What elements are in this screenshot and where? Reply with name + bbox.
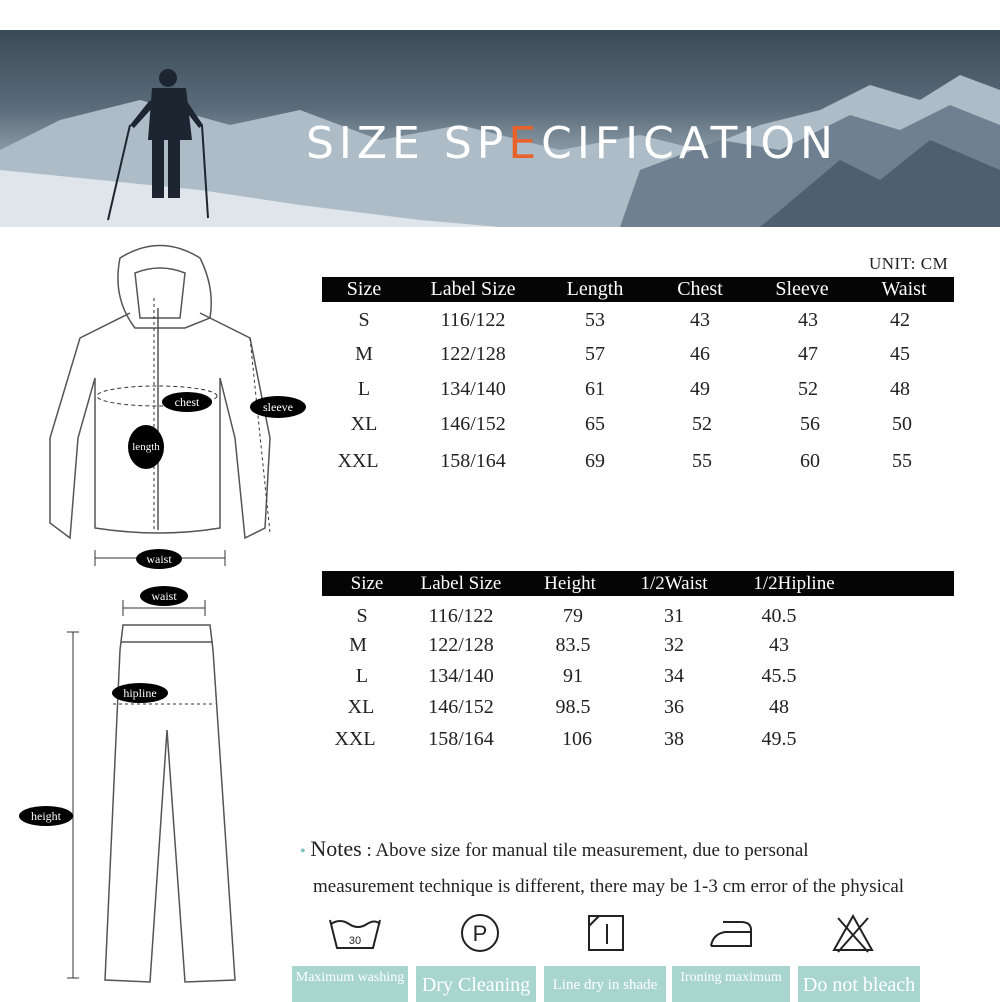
col-sleeve: Sleeve (775, 278, 829, 300)
care-label-iron: Ironing maximum (672, 966, 790, 1002)
cell: 42 (890, 309, 910, 331)
cell: XXL (334, 728, 376, 750)
cell: 53 (585, 309, 605, 331)
cell: 48 (769, 696, 789, 718)
care-label-line-dry: Line dry in shade (544, 966, 666, 1002)
cell: 49.5 (761, 728, 797, 750)
cell: 60 (800, 450, 820, 472)
table-row (322, 605, 954, 627)
col-length: Length (566, 278, 624, 300)
care-label-dry-clean: Dry Cleaning (416, 966, 536, 1002)
cell: 83.5 (555, 634, 591, 656)
cell: L (357, 378, 371, 400)
length-tag: length (128, 425, 164, 469)
cell: 158/164 (428, 728, 494, 750)
cell: 55 (892, 450, 912, 472)
pants-table-header (322, 571, 954, 596)
notes-text-1: : Above size for manual tile measurement, due to personal (361, 840, 809, 861)
cell: XL (347, 696, 375, 718)
cell: 50 (892, 413, 912, 435)
cell: 134/140 (440, 378, 506, 400)
cell: 122/128 (428, 634, 494, 656)
col-waist: Waist (881, 278, 927, 300)
cell: 52 (798, 378, 818, 400)
cell: 116/122 (440, 309, 506, 331)
cell: 57 (585, 343, 605, 365)
cell: 45.5 (761, 665, 797, 687)
cell: 49 (690, 378, 710, 400)
cell: 43 (690, 309, 710, 331)
svg-text:P: P (472, 921, 488, 946)
care-label-wash: Maximum washing (292, 966, 408, 1002)
jacket-waist-tag: waist (136, 549, 182, 569)
cell: S (356, 605, 368, 627)
cell: 43 (769, 634, 789, 656)
iron-icon (705, 912, 757, 954)
notes-text-2: measurement technique is different, there may be 1-3 cm error of the physical (313, 876, 905, 897)
cell: M (355, 343, 373, 365)
banner-title-accent: E (508, 118, 542, 169)
pants-waist-tag: waist (140, 586, 188, 606)
cell: 106 (562, 728, 592, 750)
table-row (322, 413, 954, 435)
cell: 36 (664, 696, 684, 718)
care-label-no-bleach: Do not bleach (798, 966, 920, 1002)
cell: 116/122 (428, 605, 494, 627)
wash-30-icon (325, 912, 385, 954)
cell: 146/152 (428, 696, 494, 718)
cell: 98.5 (555, 696, 591, 718)
table-row (322, 309, 954, 331)
table-row (322, 343, 954, 365)
unit-label: UNIT: CM (869, 254, 949, 273)
col-half-waist: 1/2Waist (640, 573, 708, 594)
cell: 31 (664, 605, 684, 627)
cell: 65 (585, 413, 605, 435)
cell: 158/164 (440, 450, 506, 472)
col-label-size: Label Size (430, 278, 516, 300)
cell: 91 (563, 665, 583, 687)
cell: 122/128 (440, 343, 506, 365)
cell: 38 (664, 728, 684, 750)
cell: 52 (692, 413, 712, 435)
jacket-size-table (322, 277, 954, 487)
notes-line-1 (300, 836, 809, 862)
cell: M (349, 634, 367, 656)
cell: XXL (337, 450, 379, 472)
line-dry-shade-icon (585, 912, 627, 954)
cell: 69 (585, 450, 605, 472)
pants-diagram (15, 600, 255, 1000)
table-row (322, 728, 954, 750)
col-height: Height (544, 573, 596, 594)
sleeve-tag: sleeve (250, 396, 306, 418)
no-bleach-icon (830, 912, 876, 954)
banner-title: SIZE SPECIFICATION (306, 118, 838, 169)
table-row (322, 665, 954, 687)
notes-label: Notes (310, 836, 362, 861)
col-label-size: Label Size (420, 573, 502, 594)
table-row (322, 378, 954, 400)
hero-banner (0, 30, 1000, 227)
cell: XL (350, 413, 378, 435)
cell: 48 (890, 378, 910, 400)
pants-size-table (322, 571, 954, 761)
cell: 45 (890, 343, 910, 365)
cell: 47 (798, 343, 818, 365)
cell: S (358, 309, 370, 331)
cell: 40.5 (761, 605, 797, 627)
col-size: Size (346, 278, 382, 300)
table-row (322, 450, 954, 472)
cell: 79 (563, 605, 583, 627)
height-tag: height (19, 806, 73, 826)
cell: 61 (585, 378, 605, 400)
cell: 134/140 (428, 665, 494, 687)
cell: L (355, 665, 369, 687)
cell: 32 (664, 634, 684, 656)
notes-bullet: • (300, 843, 306, 860)
cell: 56 (800, 413, 820, 435)
col-half-hipline: 1/2Hipline (753, 573, 835, 594)
hipline-tag: hipline (112, 683, 168, 703)
svg-text:30: 30 (348, 935, 362, 947)
table-row (322, 634, 954, 656)
table-row (322, 696, 954, 718)
cell: 55 (692, 450, 712, 472)
dry-clean-p-icon (459, 912, 501, 954)
cell: 34 (664, 665, 684, 687)
chest-tag: chest (162, 392, 212, 412)
cell: 146/152 (440, 413, 506, 435)
jacket-table-header (322, 277, 954, 302)
cell: 46 (690, 343, 710, 365)
cell: 43 (798, 309, 818, 331)
col-size: Size (350, 573, 384, 594)
col-chest: Chest (677, 278, 723, 300)
